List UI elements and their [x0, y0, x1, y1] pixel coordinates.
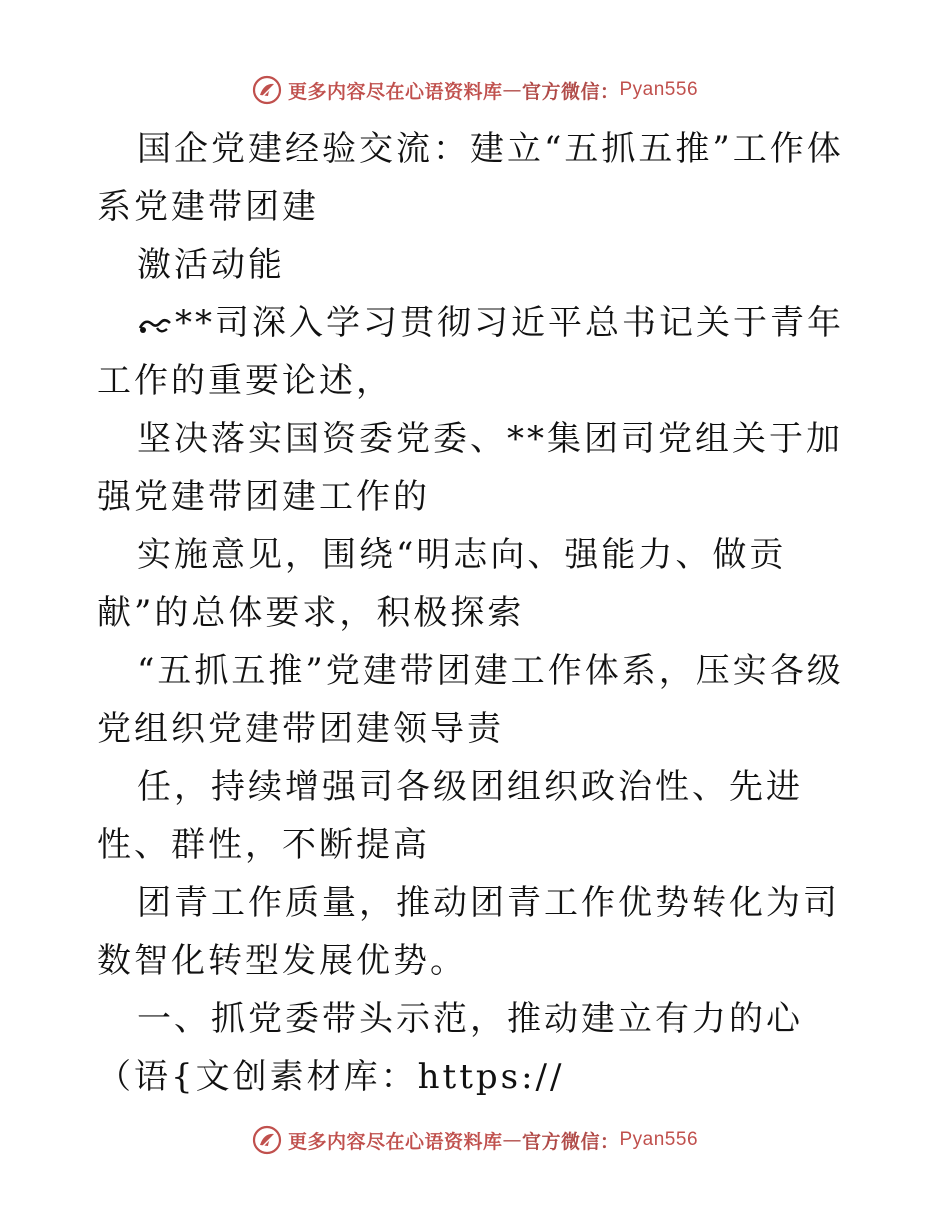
watermark-footer	[0, 1120, 950, 1160]
paragraph-intro-text: **司深入学习贯彻习近平总书记关于青年工作的重要论述，	[97, 303, 844, 401]
paragraph-quality: 团青工作质量，推动团青工作优势转化为司数智化转型发展优势。	[97, 883, 840, 981]
flourish-icon	[137, 314, 173, 336]
paragraph-implement: 坚决落实国资委党委、**集团司党组关于加强党建带团建工作的	[97, 419, 843, 517]
paragraph-intro	[97, 294, 857, 410]
watermark-label: 官方微信：	[521, 1130, 620, 1153]
paragraph-responsibility: 任，持续增强司各级团组织政治性、先进性、群性，不断提高	[97, 767, 803, 865]
watermark-text: 更多内容尽在心语资料库	[287, 1130, 503, 1153]
logo-icon	[252, 1125, 282, 1155]
logo-icon	[252, 75, 282, 105]
document-body	[97, 120, 857, 1106]
paragraph-section-one: 一、抓党委带头示范，推动建立有力的心（语{文创素材库：https://	[97, 999, 803, 1097]
watermark-header	[0, 70, 950, 110]
paragraph-title-cont: 激活动能	[137, 245, 285, 285]
paragraph-system: “五抓五推”党建带团建工作体系，压实各级党组织党建带团建领导责	[97, 651, 844, 749]
paragraph-opinion: 实施意见，围绕“明志向、强能力、做贡献”的总体要求，积极探索	[97, 535, 787, 633]
watermark-id: Pyan556	[619, 1129, 699, 1150]
watermark-id: Pyan556	[619, 79, 699, 100]
watermark-dash: —	[502, 1129, 522, 1151]
watermark-text: 更多内容尽在心语资料库	[287, 80, 503, 103]
watermark-dash: —	[502, 79, 522, 101]
watermark-label: 官方微信：	[521, 80, 620, 103]
paragraph-title: 国企党建经验交流：建立“五抓五推”工作体系党建带团建	[97, 129, 844, 227]
